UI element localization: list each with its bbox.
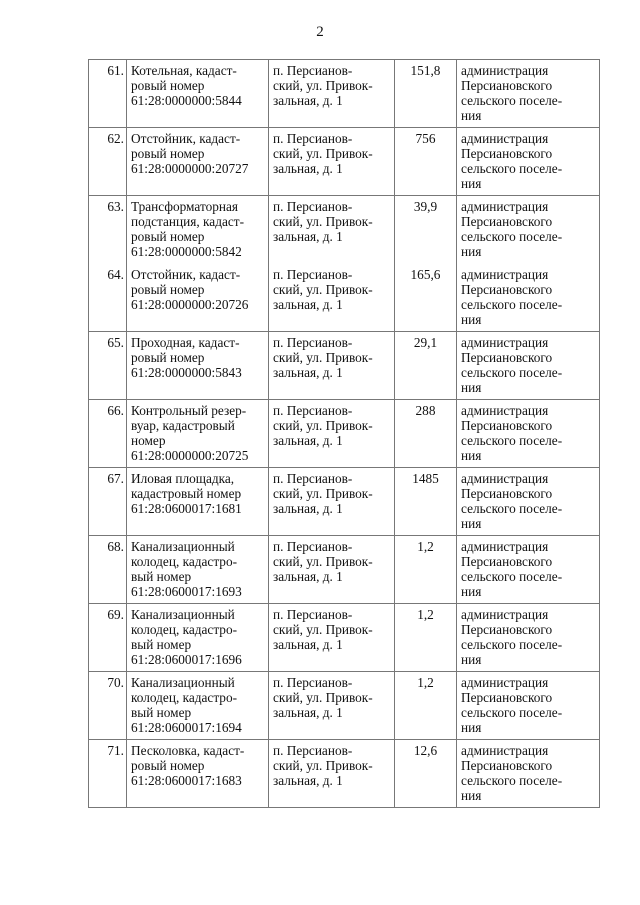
cell-line: сельского поселе- xyxy=(461,365,563,380)
cell-line: ния xyxy=(461,312,482,327)
cell-line: Канализационный xyxy=(131,675,235,690)
cell-line: Персиановского xyxy=(461,350,553,365)
address-cell xyxy=(269,332,395,400)
table-row xyxy=(89,740,600,808)
cell-line: ния xyxy=(461,584,482,599)
table-row xyxy=(89,468,600,536)
cell-line: зальная, д. 1 xyxy=(273,297,343,312)
cell-line: ровый номер xyxy=(131,78,205,93)
area-value: 12,6 xyxy=(395,740,457,808)
table-row xyxy=(89,264,600,332)
cell-line: 61:28:0000000:5842 xyxy=(131,244,242,259)
address-cell xyxy=(269,128,395,196)
cell-line: Персиановского xyxy=(461,418,553,433)
cell-line: подстанция, кадаст- xyxy=(131,214,245,229)
cell-line: ния xyxy=(461,448,482,463)
address-cell xyxy=(269,672,395,740)
cell-line: администрация xyxy=(461,607,549,622)
cell-line: ровый номер xyxy=(131,350,205,365)
cell-line: сельского поселе- xyxy=(461,433,563,448)
cell-line: администрация xyxy=(461,199,549,214)
cell-line: 61:28:0000000:20725 xyxy=(131,448,249,463)
cell-line: администрация xyxy=(461,131,549,146)
cell-line: ский, ул. Привок- xyxy=(273,622,373,637)
cell-line: вый номер xyxy=(131,705,192,720)
cell-line: сельского поселе- xyxy=(461,229,563,244)
row-number: 70. xyxy=(89,672,127,740)
cell-line: ский, ул. Привок- xyxy=(273,758,373,773)
cell-line: Персиановского xyxy=(461,282,553,297)
object-name-cell xyxy=(127,264,269,332)
object-name-cell xyxy=(127,604,269,672)
table-row xyxy=(89,536,600,604)
cell-line: администрация xyxy=(461,471,549,486)
cell-line: сельского поселе- xyxy=(461,501,563,516)
cell-line: Персиановского xyxy=(461,554,553,569)
object-name-cell xyxy=(127,60,269,128)
cell-line: 61:28:0000000:20727 xyxy=(131,161,249,176)
cell-line: 61:28:0000000:5844 xyxy=(131,93,242,108)
owner-cell xyxy=(457,128,600,196)
address-cell xyxy=(269,536,395,604)
cell-line: сельского поселе- xyxy=(461,705,563,720)
cell-line: номер xyxy=(131,433,166,448)
cell-line: администрация xyxy=(461,743,549,758)
address-cell xyxy=(269,400,395,468)
area-value: 39,9 xyxy=(395,196,457,264)
table-row xyxy=(89,672,600,740)
table-row xyxy=(89,60,600,128)
row-number: 63. xyxy=(89,196,127,264)
object-name-cell xyxy=(127,196,269,264)
cell-line: Трансформаторная xyxy=(131,199,239,214)
cell-line: ский, ул. Привок- xyxy=(273,690,373,705)
cell-line: ния xyxy=(461,108,482,123)
table-row xyxy=(89,604,600,672)
cell-line: Канализационный xyxy=(131,539,235,554)
cell-line: ровый номер xyxy=(131,229,205,244)
address-cell xyxy=(269,468,395,536)
cell-line: зальная, д. 1 xyxy=(273,365,343,380)
cell-line: ский, ул. Привок- xyxy=(273,282,373,297)
cell-line: ский, ул. Привок- xyxy=(273,350,373,365)
object-name-cell xyxy=(127,128,269,196)
cell-line: Контрольный резер- xyxy=(131,403,247,418)
registry-body xyxy=(89,60,600,808)
cell-line: п. Персианов- xyxy=(273,471,353,486)
owner-cell xyxy=(457,264,600,332)
cell-line: ния xyxy=(461,788,482,803)
area-value: 756 xyxy=(395,128,457,196)
row-number: 68. xyxy=(89,536,127,604)
cell-line: сельского поселе- xyxy=(461,569,563,584)
owner-cell xyxy=(457,332,600,400)
cell-line: сельского поселе- xyxy=(461,297,563,312)
cell-line: зальная, д. 1 xyxy=(273,501,343,516)
cell-line: ния xyxy=(461,720,482,735)
cell-line: ский, ул. Привок- xyxy=(273,418,373,433)
cell-line: вый номер xyxy=(131,637,192,652)
cell-line: п. Персианов- xyxy=(273,743,353,758)
area-value: 151,8 xyxy=(395,60,457,128)
cell-line: Котельная, кадаст- xyxy=(131,63,237,78)
cell-line: администрация xyxy=(461,403,549,418)
table-row xyxy=(89,400,600,468)
cell-line: п. Персианов- xyxy=(273,63,353,78)
cell-line: Канализационный xyxy=(131,607,235,622)
cell-line: ский, ул. Привок- xyxy=(273,214,373,229)
cell-line: администрация xyxy=(461,675,549,690)
cell-line: ский, ул. Привок- xyxy=(273,146,373,161)
cell-line: ровый номер xyxy=(131,282,205,297)
owner-cell xyxy=(457,672,600,740)
table-row xyxy=(89,196,600,264)
cell-line: п. Персианов- xyxy=(273,403,353,418)
cell-line: 61:28:0600017:1693 xyxy=(131,584,242,599)
cell-line: Персиановского xyxy=(461,78,553,93)
cell-line: зальная, д. 1 xyxy=(273,161,343,176)
area-value: 1,2 xyxy=(395,604,457,672)
cell-line: Персиановского xyxy=(461,622,553,637)
cell-line: 61:28:0600017:1681 xyxy=(131,501,242,516)
cell-line: администрация xyxy=(461,539,549,554)
cell-line: п. Персианов- xyxy=(273,267,353,282)
row-number: 64. xyxy=(89,264,127,332)
object-name-cell xyxy=(127,740,269,808)
cell-line: ровый номер xyxy=(131,758,205,773)
row-number: 71. xyxy=(89,740,127,808)
cell-line: вуар, кадастровый xyxy=(131,418,235,433)
address-cell xyxy=(269,264,395,332)
row-number: 62. xyxy=(89,128,127,196)
cell-line: 61:28:0000000:20726 xyxy=(131,297,249,312)
cell-line: ский, ул. Привок- xyxy=(273,78,373,93)
cell-line: Персиановского xyxy=(461,758,553,773)
cell-line: Отстойник, кадаст- xyxy=(131,131,241,146)
row-number: 69. xyxy=(89,604,127,672)
object-name-cell xyxy=(127,536,269,604)
owner-cell xyxy=(457,400,600,468)
cell-line: п. Персианов- xyxy=(273,607,353,622)
page-number: 2 xyxy=(316,24,324,40)
area-value: 1,2 xyxy=(395,672,457,740)
owner-cell xyxy=(457,536,600,604)
area-value: 165,6 xyxy=(395,264,457,332)
cell-line: ровый номер xyxy=(131,146,205,161)
cell-line: зальная, д. 1 xyxy=(273,705,343,720)
cell-line: 61:28:0600017:1696 xyxy=(131,652,242,667)
cell-line: администрация xyxy=(461,335,549,350)
cell-line: ния xyxy=(461,244,482,259)
object-name-cell xyxy=(127,468,269,536)
cell-line: зальная, д. 1 xyxy=(273,569,343,584)
cell-line: зальная, д. 1 xyxy=(273,637,343,652)
address-cell xyxy=(269,196,395,264)
owner-cell xyxy=(457,196,600,264)
owner-cell xyxy=(457,604,600,672)
cell-line: 61:28:0000000:5843 xyxy=(131,365,242,380)
cell-line: сельского поселе- xyxy=(461,161,563,176)
cell-line: ния xyxy=(461,652,482,667)
cell-line: п. Персианов- xyxy=(273,199,353,214)
cell-line: ния xyxy=(461,176,482,191)
cell-line: колодец, кадастро- xyxy=(131,690,238,705)
area-value: 1485 xyxy=(395,468,457,536)
cell-line: 61:28:0600017:1683 xyxy=(131,773,242,788)
cell-line: Персиановского xyxy=(461,690,553,705)
object-name-cell xyxy=(127,400,269,468)
address-cell xyxy=(269,60,395,128)
cell-line: зальная, д. 1 xyxy=(273,433,343,448)
cell-line: сельского поселе- xyxy=(461,93,563,108)
row-number: 61. xyxy=(89,60,127,128)
address-cell xyxy=(269,604,395,672)
cell-line: п. Персианов- xyxy=(273,675,353,690)
cell-line: Персиановского xyxy=(461,146,553,161)
property-registry-table xyxy=(88,59,600,808)
cell-line: сельского поселе- xyxy=(461,637,563,652)
area-value: 288 xyxy=(395,400,457,468)
area-value: 29,1 xyxy=(395,332,457,400)
cell-line: администрация xyxy=(461,267,549,282)
cell-line: Отстойник, кадаст- xyxy=(131,267,241,282)
cell-line: ский, ул. Привок- xyxy=(273,486,373,501)
owner-cell xyxy=(457,60,600,128)
cell-line: Песколовка, кадаст- xyxy=(131,743,245,758)
address-cell xyxy=(269,740,395,808)
row-number: 65. xyxy=(89,332,127,400)
cell-line: ния xyxy=(461,516,482,531)
table-row xyxy=(89,128,600,196)
cell-line: колодец, кадастро- xyxy=(131,554,238,569)
cell-line: сельского поселе- xyxy=(461,773,563,788)
cell-line: п. Персианов- xyxy=(273,131,353,146)
object-name-cell xyxy=(127,672,269,740)
cell-line: Иловая площадка, xyxy=(131,471,235,486)
owner-cell xyxy=(457,468,600,536)
cell-line: 61:28:0600017:1694 xyxy=(131,720,242,735)
area-value: 1,2 xyxy=(395,536,457,604)
cell-line: Проходная, кадаст- xyxy=(131,335,240,350)
row-number: 66. xyxy=(89,400,127,468)
cell-line: вый номер xyxy=(131,569,192,584)
cell-line: зальная, д. 1 xyxy=(273,229,343,244)
cell-line: колодец, кадастро- xyxy=(131,622,238,637)
cell-line: зальная, д. 1 xyxy=(273,93,343,108)
cell-line: ский, ул. Привок- xyxy=(273,554,373,569)
cell-line: п. Персианов- xyxy=(273,335,353,350)
cell-line: ния xyxy=(461,380,482,395)
cell-line: зальная, д. 1 xyxy=(273,773,343,788)
cell-line: Персиановского xyxy=(461,214,553,229)
row-number: 67. xyxy=(89,468,127,536)
cell-line: администрация xyxy=(461,63,549,78)
table-row xyxy=(89,332,600,400)
cell-line: п. Персианов- xyxy=(273,539,353,554)
cell-line: кадастровый номер xyxy=(131,486,242,501)
cell-line: Персиановского xyxy=(461,486,553,501)
object-name-cell xyxy=(127,332,269,400)
owner-cell xyxy=(457,740,600,808)
